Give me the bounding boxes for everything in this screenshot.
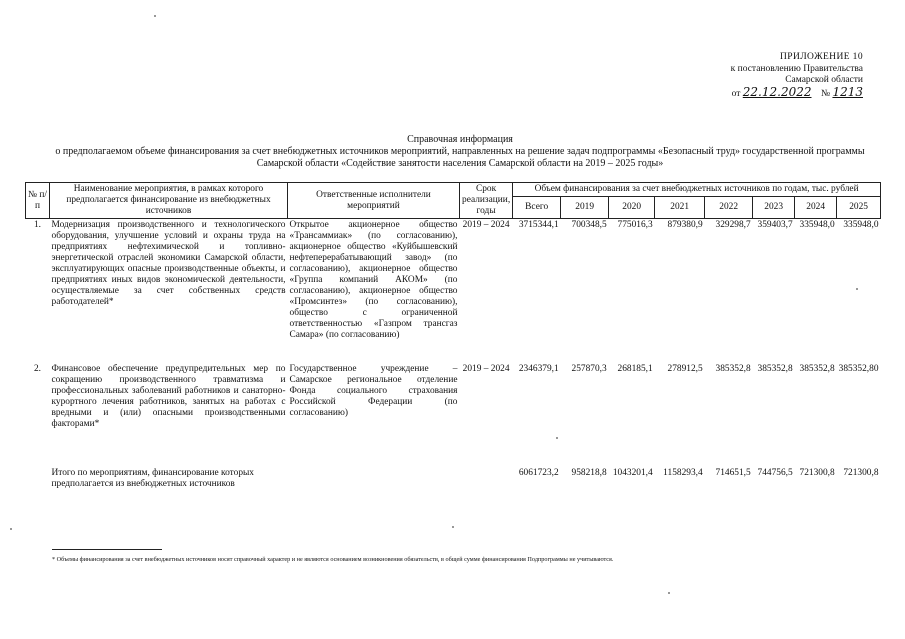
appendix-line-2: Самарской области xyxy=(785,75,863,85)
summary-year-value: 1158293,4 xyxy=(663,467,703,478)
scan-speck xyxy=(452,526,454,528)
row-year-value: 700348,5 xyxy=(571,220,607,230)
summary-year-value: 958218,8 xyxy=(571,467,607,478)
header-year: 2021 xyxy=(655,197,705,219)
row-total: 2346379,1 xyxy=(518,363,559,374)
financing-table xyxy=(25,182,881,491)
header-total: Всего xyxy=(513,197,561,219)
header-name: Наименование мероприятия, в рамках которого предполагается финансирование из внебюджетных источников xyxy=(50,183,288,219)
footnote-divider xyxy=(52,549,162,550)
appendix-date-line xyxy=(731,84,863,101)
header-term: Срок реализации, годы xyxy=(460,183,513,219)
row-year-value: 257870,3 xyxy=(571,363,607,374)
summary-row xyxy=(26,467,881,491)
summary-year-value: 1043201,4 xyxy=(612,467,653,478)
appendix-line-1: к постановлению Правительства xyxy=(730,63,863,74)
summary-year-value: 721300,8 xyxy=(843,467,879,478)
row-year-value: 385352,8 xyxy=(757,363,793,374)
row-num: 2. xyxy=(33,363,42,374)
row-year-value: 359403,7 xyxy=(757,220,793,230)
header-year: 2025 xyxy=(837,197,881,219)
row-year-value: 879380,9 xyxy=(667,220,703,230)
table-row xyxy=(26,363,881,467)
date-prefix: от xyxy=(731,88,741,99)
row-year-value: 278912,5 xyxy=(667,363,703,374)
handwritten-number: 1213 xyxy=(832,84,863,99)
row-year-value: 335948,0 xyxy=(799,220,835,230)
header-num: № п/п xyxy=(26,183,50,219)
row-year-value: 775016,3 xyxy=(617,220,653,230)
handwritten-date: 22.12.2022 xyxy=(742,84,812,99)
table-row xyxy=(26,219,881,363)
summary-year-value: 714651,5 xyxy=(715,467,751,478)
summary-year-value: 744756,5 xyxy=(757,467,793,478)
appendix-title: ПРИЛОЖЕНИЕ 10 xyxy=(780,52,863,62)
summary-year-value: 721300,8 xyxy=(799,467,835,478)
appendix-block xyxy=(731,52,863,100)
row-num: 1. xyxy=(33,220,42,230)
summary-label: Итого по мероприятиям, финансирование которых предполагается из внебюджетных источников xyxy=(51,467,254,489)
number-prefix: № xyxy=(821,88,831,99)
summary-total: 6061723,2 xyxy=(518,467,559,478)
row-name: Финансовое обеспечение предупредительных мер по сокращению производственного травматизма и профессиональных заболеваний работников и санаторно-курортного лечения работников, занятых на работах с вредными и (или) опасными производственными факторами* xyxy=(51,363,286,429)
row-year-value: 385352,80 xyxy=(838,363,879,374)
row-executors: Открытое акционерное общество «Трансаммиак» (по согласованию), акционерное общество «Куйбышевский нефтеперерабатывающий завод» (по согласованию), акционерное общество «Группа компаний АКОМ» (по согласованию), акционерное общество «Промсинтез» (по согласованию), общество с ограниченной ответственностью «Газпром трансгаз Самара» (по согласованию) xyxy=(289,220,458,340)
row-total: 3715344,1 xyxy=(518,220,559,230)
row-year-value: 329298,7 xyxy=(715,220,751,230)
scan-speck xyxy=(154,15,156,17)
header-row-1 xyxy=(26,183,881,197)
row-name: Модернизация производственного и технологического оборудования, улучшение условий и охраны труда на предприятиях нефтехимической и топливно-энергетической отраслей экономики Самарской области, эксплуатирующих опасные производственные объекты, и предприятиях иных видов экономической деятельности, осуществляемые за счет собственных средств работодателей* xyxy=(51,220,286,307)
header-year: 2020 xyxy=(609,197,655,219)
scan-speck xyxy=(556,437,558,439)
header-year: 2019 xyxy=(561,197,609,219)
row-year-value: 385352,8 xyxy=(799,363,835,374)
row-year-value: 268185,1 xyxy=(617,363,653,374)
document-heading xyxy=(40,134,880,170)
heading-subtitle: о предполагаемом объеме финансирования за счет внебюджетных источников мероприятий, направленных на решение задач подпрограммы «Безопасный труд» государственной программы Самарской области «Содействие занятости населения Самарской области на 2019 – 2025 годы» xyxy=(55,146,865,169)
header-executors: Ответственные исполнители мероприятий xyxy=(288,183,460,219)
header-year: 2023 xyxy=(753,197,795,219)
row-year-value: 385352,8 xyxy=(715,363,751,374)
scan-speck xyxy=(856,288,858,290)
scan-speck xyxy=(10,528,12,530)
row-term: 2019 – 2024 xyxy=(462,220,510,230)
header-year: 2024 xyxy=(795,197,837,219)
header-volume: Объем финансирования за счет внебюджетных источников по годам, тыс. рублей xyxy=(513,183,881,197)
row-term: 2019 – 2024 xyxy=(462,363,510,374)
row-executors: Государственное учреждение – Самарское региональное отделение Фонда социального страхования Российской Федерации (по согласованию) xyxy=(289,363,458,418)
heading-title: Справочная информация xyxy=(407,134,513,145)
row-year-value: 335948,0 xyxy=(843,220,879,230)
header-year: 2022 xyxy=(705,197,753,219)
footnote: * Объемы финансирования за счет внебюджетных источников носят справочный характер и не являются основанием возникновения обязательств, в общей сумме финансирования Подпрограммы не учитываются. xyxy=(52,556,614,563)
scan-speck xyxy=(668,592,670,594)
